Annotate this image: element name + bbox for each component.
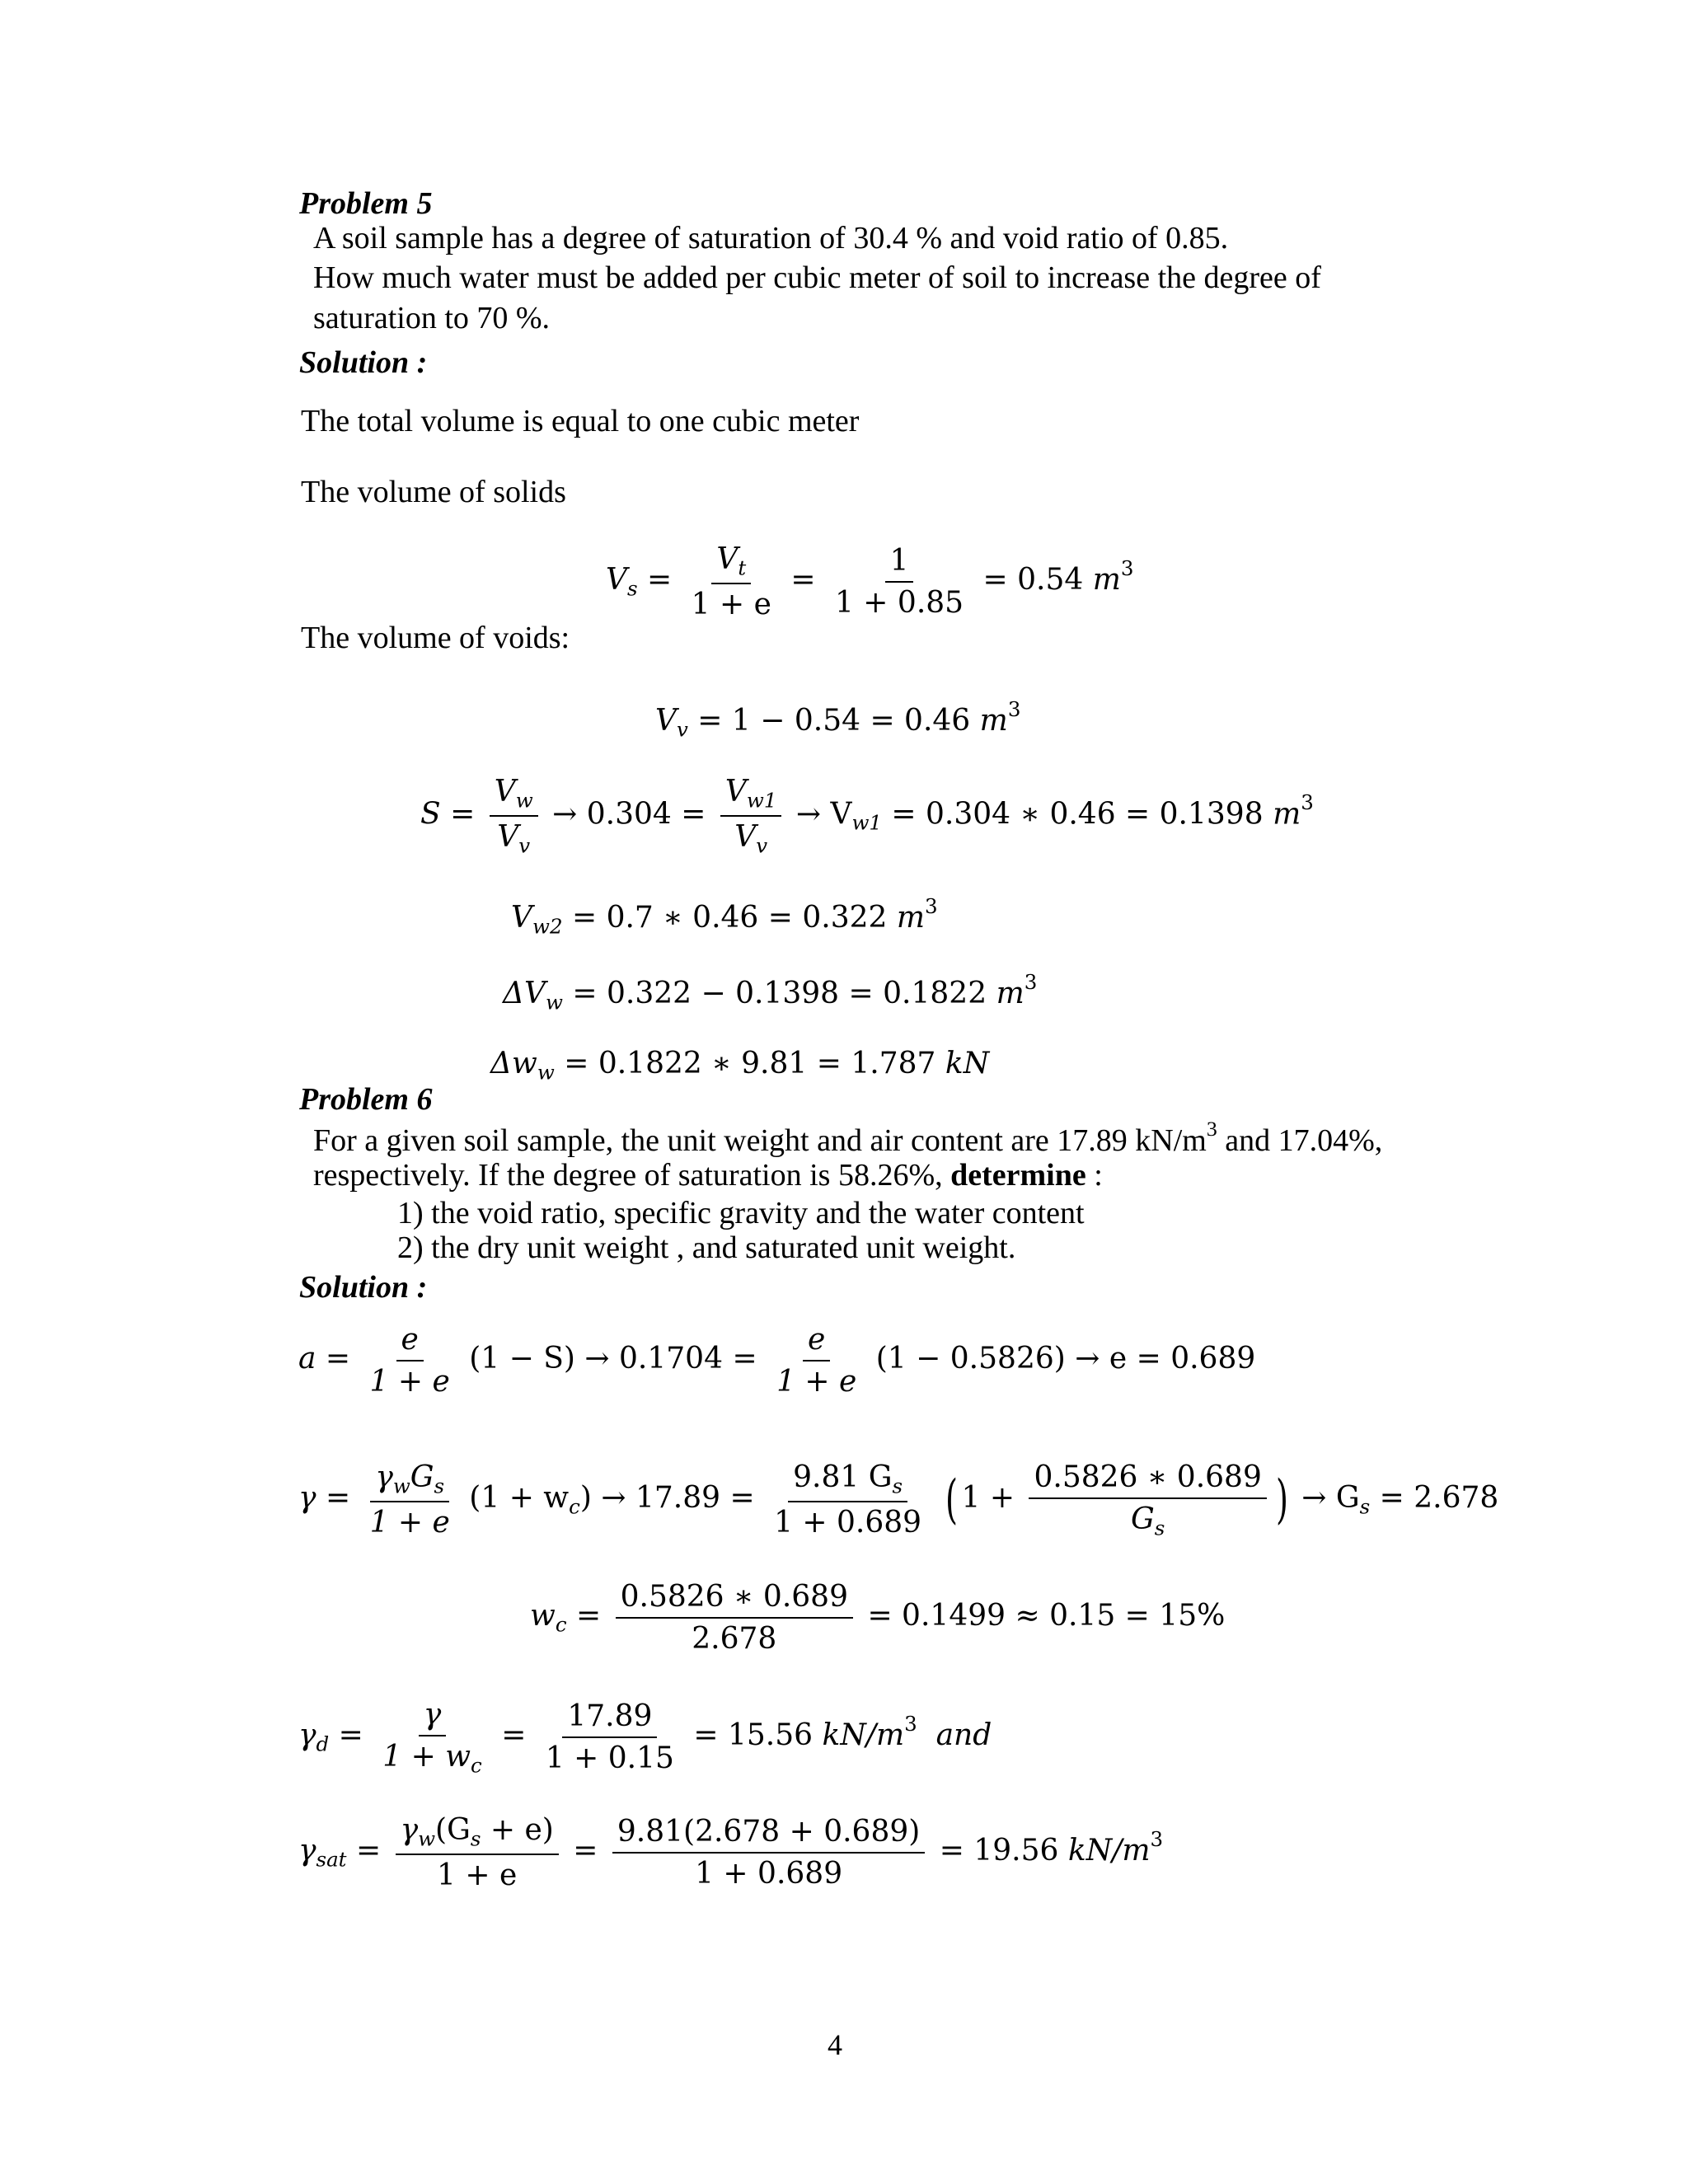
- equation-degree-of-saturation: S = $\frac{V_w}{V_v}$ → 0.304 = $\frac{V_{w1}}{V_v}$ → $V_{w1} = 0.304$ ∗ 0.46 = 0.1398 $m^3$: [420, 775, 1314, 858]
- equation-unit-weight: γ = $\frac{\gamma_wG_s}{1 + e}$ $(1 + w_c) \to 17.89$ = $\frac{9.81 G_s}{1 + 0.689}$ ( 1 + $\frac{0.5826 ∗ 0.689}{G_s}$ ) → $G_s = 2.678$: [298, 1460, 1499, 1540]
- page-number: 4: [828, 2028, 842, 2061]
- problem-5-heading: Problem 5: [299, 186, 433, 221]
- problem-6-statement-line-2: respectively. If the degree of saturation is 58.26%, determine :: [313, 1158, 1103, 1193]
- equation-delta-ww: $\Delta w_w = 0.1822$ ∗ 9.81 = 1.787 kN: [490, 1047, 990, 1085]
- problem-5-statement-line-1: A soil sample has a degree of saturation of 30.4 % and void ratio of 0.85.: [313, 221, 1229, 255]
- problem-6-item-2: 2) the dry unit weight , and saturated unit weight.: [397, 1230, 1016, 1265]
- equation-dry-unit-weight: $\gamma_d$ = $\frac{\gamma}{1 + w_c}$ = $\frac{17.89}{1 + 0.15}$ = 15.56 $kN/m^3$ and: [298, 1698, 992, 1778]
- problem-6-statement-line-1: For a given soil sample, the unit weight and air content are 17.89 $kN/m^3$ and 17.04%,: [313, 1117, 1383, 1159]
- problem-6-item-1: 1) the void ratio, specific gravity and the water content: [397, 1196, 1085, 1230]
- equation-delta-vw: $\Delta V_w = 0.322 - 0.1398 = 0.1822$ $m^3$: [503, 970, 1038, 1015]
- equation-volume-of-solids: $V_s$ = $\frac{V_t}{1 + e}$ = $\frac{1}{1 + 0.85}$ = 0.54 $m^3$: [606, 542, 1134, 622]
- problem-6-solution-heading: Solution :: [299, 1270, 428, 1305]
- equation-air-content: a = $\frac{e}{1 + e}$ (1 − S) → 0.1704 = $\frac{e}{1 + e}$ (1 − 0.5826) → e = 0.689: [298, 1323, 1256, 1399]
- equation-volume-of-voids: $V_v = 1 - 0.54 = 0.46$ $m^3$: [655, 697, 1021, 742]
- problem-5-solution-heading: Solution :: [299, 345, 428, 380]
- text-total-volume: The total volume is equal to one cubic meter: [301, 404, 860, 438]
- problem-5-statement-line-2: How much water must be added per cubic meter of soil to increase the degree of: [313, 260, 1321, 295]
- problem-5-statement-line-3: saturation to 70 %.: [313, 301, 551, 335]
- equation-water-content: $w_c$ = $\frac{0.5826 ∗ 0.689}{2.678}$ = 0.1499 ≈ 0.15 = 15%: [530, 1580, 1226, 1656]
- equation-vw2: $V_{w2} = 0.7$ ∗ 0.46 = 0.322 $m^3$: [511, 894, 938, 939]
- problem-6-heading: Problem 6: [299, 1082, 433, 1117]
- text-volume-of-solids: The volume of solids: [301, 475, 566, 509]
- text-volume-of-voids: The volume of voids:: [301, 621, 570, 655]
- equation-saturated-unit-weight: $\gamma_{sat}$ = $\frac{\gamma_w(G_s + e)}{1 + e}$ = $\frac{9.81(2.678 + 0.689)}{1 + 0.689}$ = 19.56 $kN/m^3$: [298, 1813, 1164, 1893]
